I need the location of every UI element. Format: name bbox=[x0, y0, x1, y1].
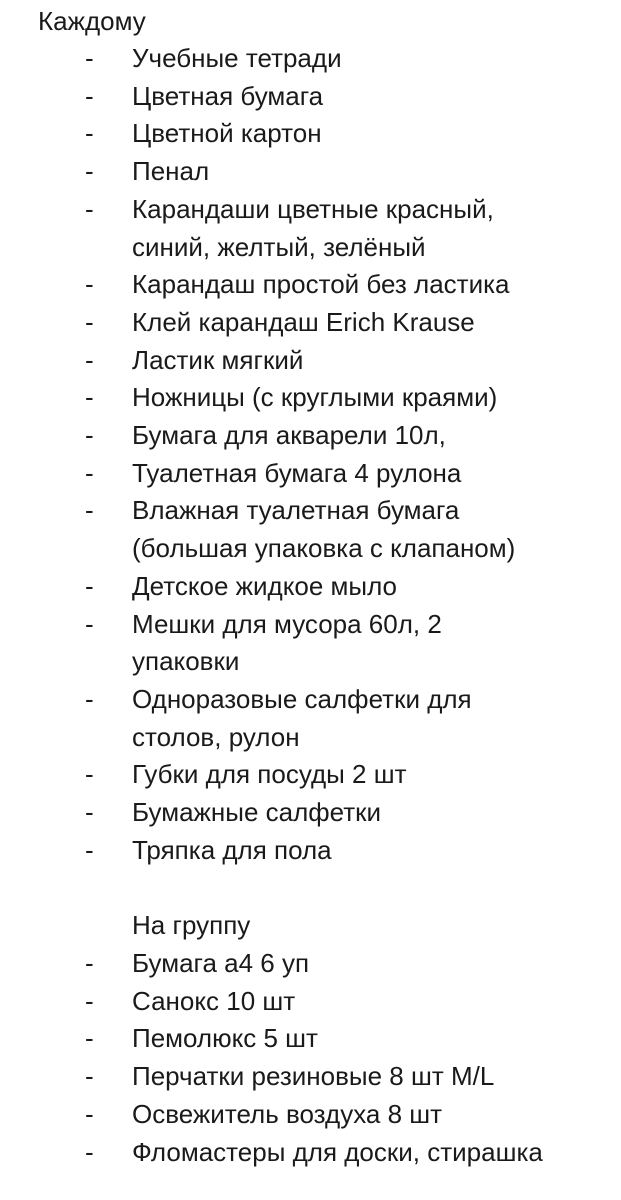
item-text: Ножницы (с круглыми краями) bbox=[132, 382, 498, 413]
list-item bbox=[0, 266, 621, 304]
item-text: Пенал bbox=[132, 156, 210, 187]
list-item bbox=[0, 756, 621, 794]
item-text: Карандаш простой без ластика bbox=[132, 269, 510, 300]
dash-bullet: - bbox=[85, 759, 94, 790]
item-text: Мешки для мусора 60л, 2 bbox=[132, 608, 442, 639]
list-each bbox=[0, 40, 621, 869]
item-text: Цветная бумага bbox=[132, 80, 324, 111]
dash-bullet: - bbox=[85, 118, 94, 149]
dash-bullet: - bbox=[85, 156, 94, 187]
dash-bullet: - bbox=[85, 382, 94, 413]
item-text: Цветной картон bbox=[132, 118, 322, 149]
dash-bullet: - bbox=[85, 495, 94, 526]
list-item bbox=[0, 681, 621, 756]
item-text: Освежитель воздуха 8 шт bbox=[132, 1098, 443, 1129]
dash-bullet: - bbox=[85, 608, 94, 639]
item-text: Учебные тетради bbox=[132, 43, 342, 73]
list-item bbox=[0, 417, 621, 455]
item-text: Туалетная бумага 4 рулона bbox=[132, 457, 462, 488]
item-text: Карандаши цветные красный, bbox=[132, 193, 494, 224]
list-item bbox=[0, 1020, 621, 1058]
list-item bbox=[0, 40, 621, 78]
item-text: Детское жидкое мыло bbox=[132, 570, 398, 601]
list-item bbox=[0, 832, 621, 870]
list-item bbox=[0, 78, 621, 116]
heading-each: Каждому bbox=[38, 6, 146, 36]
list-item bbox=[0, 1096, 621, 1134]
item-text-continued: столов, рулон bbox=[132, 721, 300, 752]
heading-group: На группу bbox=[132, 910, 251, 940]
dash-bullet: - bbox=[85, 985, 94, 1016]
dash-bullet: - bbox=[85, 948, 94, 978]
item-text: Санокс 10 шт bbox=[132, 985, 296, 1016]
list-item bbox=[0, 115, 621, 153]
list-item bbox=[0, 794, 621, 832]
dash-bullet: - bbox=[85, 269, 94, 300]
list-item bbox=[0, 606, 621, 681]
dash-bullet: - bbox=[85, 1098, 94, 1129]
item-text-continued: (большая упаковка с клапаном) bbox=[132, 533, 516, 564]
list-item bbox=[0, 568, 621, 606]
list-item bbox=[0, 191, 621, 266]
item-text: Губки для посуды 2 шт bbox=[132, 759, 407, 790]
list-item bbox=[0, 379, 621, 417]
dash-bullet: - bbox=[85, 797, 94, 828]
dash-bullet: - bbox=[85, 1023, 94, 1054]
list-group bbox=[0, 945, 621, 1171]
item-text-continued: синий, желтый, зелёный bbox=[132, 231, 426, 262]
list-item bbox=[0, 983, 621, 1021]
dash-bullet: - bbox=[85, 1136, 94, 1167]
item-text-continued: упаковки bbox=[132, 646, 240, 677]
list-item bbox=[0, 342, 621, 380]
dash-bullet: - bbox=[85, 306, 94, 337]
dash-bullet: - bbox=[85, 420, 94, 451]
list-item bbox=[0, 455, 621, 493]
item-text: Клей карандаш Erich Krause bbox=[132, 306, 475, 337]
dash-bullet: - bbox=[85, 834, 94, 865]
item-text: Ластик мягкий bbox=[132, 344, 304, 375]
list-item bbox=[0, 945, 621, 983]
item-text: Бумага а4 6 уп bbox=[132, 948, 310, 978]
item-text: Перчатки резиновые 8 шт M/L bbox=[132, 1061, 495, 1092]
dash-bullet: - bbox=[85, 43, 94, 73]
dash-bullet: - bbox=[85, 570, 94, 601]
dash-bullet: - bbox=[85, 683, 94, 714]
item-text: Одноразовые салфетки для bbox=[132, 683, 472, 714]
list-item bbox=[0, 153, 621, 191]
list-item bbox=[0, 1058, 621, 1096]
item-text: Бумага для акварели 10л, bbox=[132, 420, 446, 451]
dash-bullet: - bbox=[85, 193, 94, 224]
dash-bullet: - bbox=[85, 344, 94, 375]
list-item bbox=[0, 304, 621, 342]
item-text: Пемолюкс 5 шт bbox=[132, 1023, 318, 1054]
list-item bbox=[0, 492, 621, 567]
item-text: Влажная туалетная бумага bbox=[132, 495, 460, 526]
dash-bullet: - bbox=[85, 457, 94, 488]
item-text: Фломастеры для доски, стирашка bbox=[132, 1136, 543, 1167]
item-text: Тряпка для пола bbox=[132, 834, 332, 865]
dash-bullet: - bbox=[85, 80, 94, 111]
item-text: Бумажные салфетки bbox=[132, 797, 382, 828]
list-item bbox=[0, 1134, 621, 1172]
dash-bullet: - bbox=[85, 1061, 94, 1092]
